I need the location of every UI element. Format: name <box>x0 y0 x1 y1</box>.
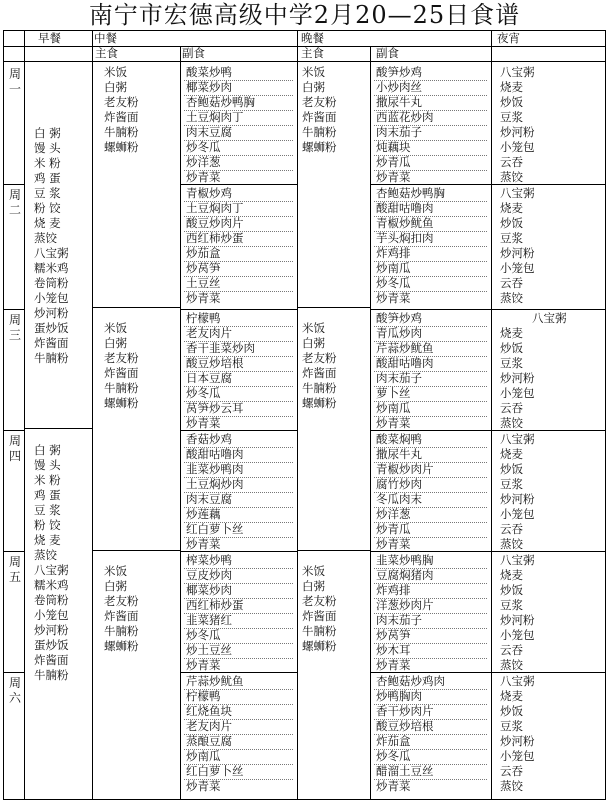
lunch-staple-list: 米饭 白粥 老友粉 炸酱面 牛腩粉 螺蛳粉 <box>104 65 139 154</box>
lunch-side-item: 芹蒜炒鱿鱼 <box>186 674 244 688</box>
staple-divider <box>297 307 370 308</box>
day-divider <box>4 672 24 673</box>
column-divider <box>180 46 181 799</box>
dinner-side-item: 芹蒜炒鱿鱼 <box>376 341 434 355</box>
subheader-divider <box>4 61 32 62</box>
day-divider <box>4 551 24 552</box>
dinner-side-item: 炒青菜 <box>376 170 411 184</box>
snack-item: 炒河粉 <box>500 371 535 385</box>
snack-item: 云吞 <box>500 276 523 290</box>
dinner-side-item: 醋溜土豆丝 <box>376 764 434 778</box>
dinner-side-item: 炒青菜 <box>376 291 411 305</box>
snack-item: 八宝粥 <box>532 311 567 325</box>
lunch-side-item: 红白萝卜丝 <box>186 764 244 778</box>
lunch-side-item: 炒青菜 <box>186 416 221 430</box>
header-dinner-side: 副食 <box>376 46 399 60</box>
lunch-side-item: 老友肉片 <box>186 719 232 733</box>
header-lunch: 中餐 <box>94 31 117 45</box>
snack-item: 小笼包 <box>500 628 535 642</box>
snack-item: 八宝粥 <box>500 674 535 688</box>
lunch-side-item: 青椒炒鸡 <box>186 186 232 200</box>
dinner-side-item: 杏鲍菇炒鸡肉 <box>376 674 445 688</box>
dinner-side-item: 萝卜丝 <box>376 386 411 400</box>
menu-table <box>3 30 606 800</box>
lunch-side-item: 炒茄盒 <box>186 246 221 260</box>
header-divider <box>4 46 605 47</box>
header-snack: 夜宵 <box>497 31 520 45</box>
lunch-side-item: 豆皮炒肉 <box>186 568 232 582</box>
snack-item: 豆浆 <box>500 356 523 370</box>
lunch-side-item: 土豆焖肉丁 <box>186 201 244 215</box>
dinner-staple-list: 米饭 白粥 老友粉 炸酱面 牛腩粉 螺蛳粉 <box>302 321 337 410</box>
snack-item: 云吞 <box>500 643 523 657</box>
snack-item: 豆浆 <box>500 110 523 124</box>
lunch-side-item: 韭菜猪红 <box>186 613 232 627</box>
day-divider <box>180 309 297 310</box>
snack-item: 八宝粥 <box>500 65 535 79</box>
day-label: 周四 <box>8 434 21 463</box>
dinner-side-item: 炒青菜 <box>376 779 411 793</box>
day-label: 周一 <box>8 67 21 96</box>
column-divider <box>297 31 298 799</box>
lunch-side-item: 肉末豆腐 <box>186 125 232 139</box>
snack-item: 炒饭 <box>500 341 523 355</box>
breakfast-block: 白 粥 馒 头 米 粉 鸡 蛋 豆 浆 粉 饺 烧 麦 蒸饺 八宝粥 糯米鸡 卷筒粉 小笼包 炒河粉 蛋炒饭 炸酱面 牛腩粉 <box>34 443 69 682</box>
dinner-side-item: 炸茄盒 <box>376 734 411 748</box>
dinner-side-item: 肉末茄子 <box>376 613 422 627</box>
snack-item: 云吞 <box>500 401 523 415</box>
snack-item: 八宝粥 <box>500 432 535 446</box>
header-dinner-staple: 主食 <box>301 46 324 60</box>
dinner-side-item: 西蓝花炒肉 <box>376 110 434 124</box>
subheader-divider <box>92 61 491 62</box>
dinner-side-item: 酸笋炒鸡 <box>376 311 422 325</box>
snack-item: 蒸饺 <box>500 537 523 551</box>
dinner-side-item: 炒洋葱 <box>376 507 411 521</box>
header-dinner: 晚餐 <box>301 31 324 45</box>
snack-item: 云吞 <box>500 522 523 536</box>
day-label: 周二 <box>8 188 21 217</box>
dinner-side-item: 炒青菜 <box>376 658 411 672</box>
snack-item: 炒饭 <box>500 95 523 109</box>
lunch-side-item: 炒青菜 <box>186 170 221 184</box>
lunch-side-item: 酸豆炒肉片 <box>186 216 244 230</box>
lunch-side-item: 炒青菜 <box>186 291 221 305</box>
lunch-side-item: 红烧鱼块 <box>186 704 232 718</box>
dinner-side-item: 豆腐焖猪肉 <box>376 568 434 582</box>
header-breakfast: 早餐 <box>38 31 61 45</box>
dinner-side-item: 酸菜焖鸭 <box>376 432 422 446</box>
lunch-side-item: 香干韭菜炒肉 <box>186 341 255 355</box>
snack-item: 烧麦 <box>500 689 523 703</box>
dinner-side-item: 酸豆炒培根 <box>376 719 434 733</box>
snack-item: 小笼包 <box>500 386 535 400</box>
column-divider <box>24 31 25 799</box>
snack-item: 炒饭 <box>500 216 523 230</box>
dinner-side-item: 韭菜炒鸭胸 <box>376 553 434 567</box>
snack-item: 炒河粉 <box>500 734 535 748</box>
day-divider <box>370 309 605 310</box>
dinner-side-item: 炒青菜 <box>376 537 411 551</box>
lunch-side-item: 肉末豆腐 <box>186 492 232 506</box>
page-title: 南宁市宏德高级中学2月20—25日食谱 <box>88 1 521 29</box>
lunch-side-item: 西红柿炒蛋 <box>186 598 244 612</box>
lunch-side-item: 土豆焖肉丁 <box>186 110 244 124</box>
day-label: 周六 <box>8 676 21 705</box>
dinner-side-item: 肉末茄子 <box>376 125 422 139</box>
snack-item: 豆浆 <box>500 231 523 245</box>
lunch-side-item: 炒冬瓜 <box>186 140 221 154</box>
lunch-side-item: 柠檬鸭 <box>186 311 221 325</box>
snack-item: 蒸饺 <box>500 170 523 184</box>
lunch-side-item: 炒莲藕 <box>186 507 221 521</box>
snack-item: 小笼包 <box>500 749 535 763</box>
lunch-side-item: 杏鲍菇炒鸭胸 <box>186 95 255 109</box>
snack-item: 炒河粉 <box>500 492 535 506</box>
snack-item: 炒饭 <box>500 462 523 476</box>
dinner-side-item: 肉末茄子 <box>376 371 422 385</box>
lunch-side-item: 炒青菜 <box>186 779 221 793</box>
day-label: 周三 <box>8 313 21 342</box>
lunch-side-item: 酸甜咕噜肉 <box>186 447 244 461</box>
breakfast-block: 白 粥 馒 头 米 粉 鸡 蛋 豆 浆 粉 饺 烧 麦 蒸饺 八宝粥 糯米鸡 卷筒粉 小笼包 炒河粉 蛋炒饭 炸酱面 牛腩粉 <box>34 126 69 365</box>
header-lunch-staple: 主食 <box>95 46 118 60</box>
dinner-side-item: 香干炒肉片 <box>376 704 434 718</box>
day-divider <box>4 184 24 185</box>
dinner-side-item: 炒青瓜 <box>376 155 411 169</box>
lunch-side-item: 西红柿炒蛋 <box>186 231 244 245</box>
dinner-side-item: 酸甜咕噜肉 <box>376 356 434 370</box>
lunch-side-item: 椰菜炒肉 <box>186 80 232 94</box>
lunch-side-item: 韭菜炒鸭肉 <box>186 462 244 476</box>
lunch-side-item: 炒青菜 <box>186 658 221 672</box>
lunch-side-item: 老友肉片 <box>186 326 232 340</box>
dinner-side-item: 撒尿牛丸 <box>376 447 422 461</box>
snack-item: 炒河粉 <box>500 613 535 627</box>
lunch-side-item: 蒸酿豆腐 <box>186 734 232 748</box>
dinner-side-item: 炒青菜 <box>376 416 411 430</box>
lunch-side-item: 炒莴笋 <box>186 261 221 275</box>
dinner-side-item: 青瓜炒肉 <box>376 326 422 340</box>
dinner-side-item: 芋头焖扣肉 <box>376 231 434 245</box>
staple-divider <box>92 550 180 551</box>
staple-divider <box>92 307 180 308</box>
lunch-side-item: 土豆丝 <box>186 276 221 290</box>
lunch-side-item: 炒土豆丝 <box>186 643 232 657</box>
lunch-side-item: 炒洋葱 <box>186 155 221 169</box>
snack-item: 炒河粉 <box>500 125 535 139</box>
column-divider <box>370 46 371 799</box>
snack-item: 云吞 <box>500 155 523 169</box>
dinner-side-item: 炒木耳 <box>376 643 411 657</box>
dinner-side-item: 炒南瓜 <box>376 401 411 415</box>
snack-item: 小笼包 <box>500 261 535 275</box>
lunch-side-item: 榨菜炒鸭 <box>186 553 232 567</box>
dinner-side-item: 炒冬瓜 <box>376 276 411 290</box>
column-divider <box>491 31 492 799</box>
breakfast-divider <box>24 428 92 429</box>
staple-divider <box>297 550 370 551</box>
dinner-side-item: 炖藕块 <box>376 140 411 154</box>
lunch-side-item: 土豆焖炒肉 <box>186 477 244 491</box>
snack-item: 烧麦 <box>500 568 523 582</box>
dinner-staple-list: 米饭 白粥 老友粉 炸酱面 牛腩粉 螺蛳粉 <box>302 65 337 154</box>
lunch-side-item: 香菇炒鸡 <box>186 432 232 446</box>
dinner-side-item: 炸鸡排 <box>376 246 411 260</box>
snack-item: 八宝粥 <box>500 553 535 567</box>
dinner-side-item: 腐竹炒肉 <box>376 477 422 491</box>
dinner-side-item: 洋葱炒肉片 <box>376 598 434 612</box>
lunch-side-item: 酸菜炒鸭 <box>186 65 232 79</box>
day-label: 周五 <box>8 555 21 584</box>
dinner-side-item: 炒冬瓜 <box>376 749 411 763</box>
dinner-side-item: 炒鸭胸肉 <box>376 689 422 703</box>
subheader-divider <box>32 61 92 62</box>
subheader-divider <box>491 61 605 62</box>
lunch-side-item: 柠檬鸭 <box>186 689 221 703</box>
snack-item: 小笼包 <box>500 140 535 154</box>
dinner-side-item: 撒尿牛丸 <box>376 95 422 109</box>
snack-item: 烧麦 <box>500 447 523 461</box>
snack-item: 烧麦 <box>500 326 523 340</box>
snack-item: 云吞 <box>500 764 523 778</box>
lunch-side-item: 炒冬瓜 <box>186 628 221 642</box>
day-divider <box>4 309 24 310</box>
lunch-staple-list: 米饭 白粥 老友粉 炸酱面 牛腩粉 螺蛳粉 <box>104 564 139 653</box>
snack-item: 蒸饺 <box>500 658 523 672</box>
snack-item: 炒河粉 <box>500 246 535 260</box>
lunch-side-item: 椰菜炒肉 <box>186 583 232 597</box>
dinner-side-item: 青椒炒肉片 <box>376 462 434 476</box>
snack-item: 蒸饺 <box>500 416 523 430</box>
dinner-side-item: 青椒炒鱿鱼 <box>376 216 434 230</box>
dinner-side-item: 炒南瓜 <box>376 261 411 275</box>
lunch-side-item: 炒南瓜 <box>186 749 221 763</box>
dinner-side-item: 冬瓜肉末 <box>376 492 422 506</box>
snack-item: 炒饭 <box>500 704 523 718</box>
snack-item: 烧麦 <box>500 80 523 94</box>
snack-item: 小笼包 <box>500 507 535 521</box>
snack-item: 豆浆 <box>500 598 523 612</box>
lunch-side-item: 炒冬瓜 <box>186 386 221 400</box>
snack-item: 烧麦 <box>500 201 523 215</box>
dinner-side-item: 炸鸡排 <box>376 583 411 597</box>
dinner-side-item: 杏鲍菇炒鸭胸 <box>376 186 445 200</box>
lunch-side-item: 炒青菜 <box>186 537 221 551</box>
dinner-side-item: 炒青瓜 <box>376 522 411 536</box>
dinner-side-item: 酸笋炒鸡 <box>376 65 422 79</box>
snack-item: 炒饭 <box>500 583 523 597</box>
day-divider <box>4 430 24 431</box>
snack-item: 蒸饺 <box>500 779 523 793</box>
snack-item: 蒸饺 <box>500 291 523 305</box>
lunch-side-item: 酸豆炒培根 <box>186 356 244 370</box>
lunch-staple-list: 米饭 白粥 老友粉 炸酱面 牛腩粉 螺蛳粉 <box>104 321 139 410</box>
snack-item: 八宝粥 <box>500 186 535 200</box>
snack-item: 豆浆 <box>500 719 523 733</box>
lunch-side-item: 莴笋炒云耳 <box>186 401 244 415</box>
dinner-side-item: 酸甜咕噜肉 <box>376 201 434 215</box>
header-lunch-side: 副食 <box>182 46 205 60</box>
dinner-side-item: 小炒肉丝 <box>376 80 422 94</box>
column-divider <box>92 31 93 799</box>
lunch-side-item: 红白萝卜丝 <box>186 522 244 536</box>
lunch-side-item: 日本豆腐 <box>186 371 232 385</box>
dinner-side-item: 炒莴笋 <box>376 628 411 642</box>
snack-item: 豆浆 <box>500 477 523 491</box>
dinner-staple-list: 米饭 白粥 老友粉 炸酱面 牛腩粉 螺蛳粉 <box>302 564 337 653</box>
